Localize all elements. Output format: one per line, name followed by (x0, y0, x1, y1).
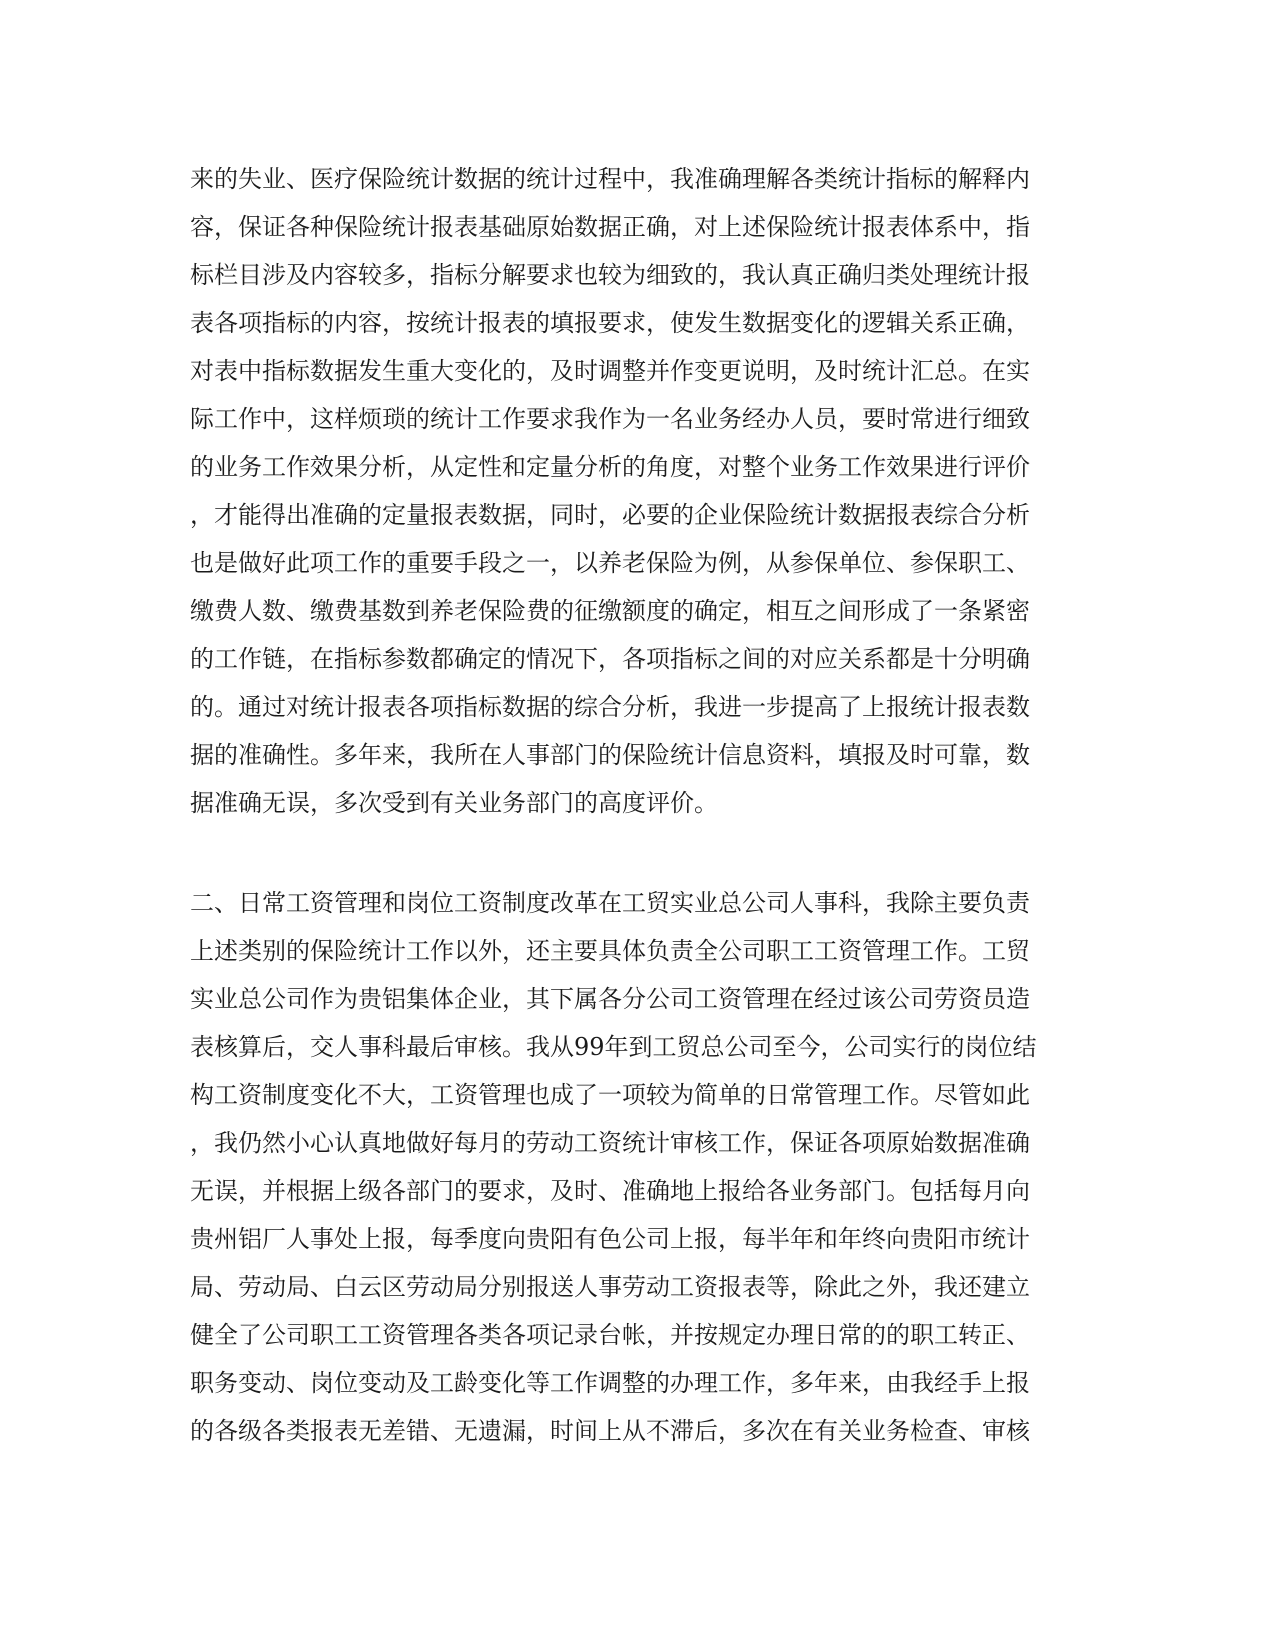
text-line: 表核算后，交人事科最后审核。我从99年到工贸总公司至今，公司实行的岗位结 (190, 1033, 1037, 1061)
text-line: 也是做好此项工作的重要手段之一，以养老保险为例，从参保单位、参保职工、 (190, 549, 1030, 577)
text-line: 对表中指标数据发生重大变化的，及时调整并作变更说明，及时统计汇总。在实 (190, 357, 1030, 385)
text-line: ，我仍然小心认真地做好每月的劳动工资统计审核工作，保证各项原始数据准确 (190, 1129, 1030, 1157)
text-line: 际工作中，这样烦琐的统计工作要求我作为一名业务经办人员，要时常进行细致 (190, 405, 1030, 433)
text-line: 健全了公司职工工资管理各类各项记录台帐，并按规定办理日常的的职工转正、 (190, 1321, 1030, 1349)
text-line: 构工资制度变化不大，工资管理也成了一项较为简单的日常管理工作。尽管如此 (190, 1081, 1030, 1109)
text-line: 上述类别的保险统计工作以外，还主要具体负责全公司职工工资管理工作。工贸 (190, 937, 1030, 965)
text-line: 容，保证各种保险统计报表基础原始数据正确，对上述保险统计报表体系中，指 (190, 213, 1030, 241)
paragraph-2 (190, 879, 1070, 1455)
text-line: 的业务工作效果分析，从定性和定量分析的角度，对整个业务工作效果进行评价 (190, 453, 1030, 481)
text-line: 来的失业、医疗保险统计数据的统计过程中，我准确理解各类统计指标的解释内 (190, 165, 1030, 193)
text-line: 无误，并根据上级各部门的要求，及时、准确地上报给各业务部门。包括每月向 (190, 1177, 1030, 1205)
text-line: 局、劳动局、白云区劳动局分别报送人事劳动工资报表等，除此之外，我还建立 (190, 1273, 1030, 1301)
text-line: 实业总公司作为贵铝集体企业，其下属各分公司工资管理在经过该公司劳资员造 (190, 985, 1030, 1013)
paragraph-1 (190, 155, 1070, 827)
text-line: 的。通过对统计报表各项指标数据的综合分析，我进一步提高了上报统计报表数 (190, 693, 1030, 721)
text-line: 表各项指标的内容，按统计报表的填报要求，使发生数据变化的逻辑关系正确， (190, 309, 1030, 337)
text-line: 职务变动、岗位变动及工龄变化等工作调整的办理工作，多年来，由我经手上报 (190, 1369, 1030, 1397)
text-line: 标栏目涉及内容较多，指标分解要求也较为细致的，我认真正确归类处理统计报 (190, 261, 1030, 289)
text-line: 据准确无误，多次受到有关业务部门的高度评价。 (190, 789, 718, 817)
text-line: 贵州铝厂人事处上报，每季度向贵阳有色公司上报，每半年和年终向贵阳市统计 (190, 1225, 1030, 1253)
text-line: ，才能得出准确的定量报表数据，同时，必要的企业保险统计数据报表综合分析 (190, 501, 1030, 529)
text-line: 据的准确性。多年来，我所在人事部门的保险统计信息资料，填报及时可靠，数 (190, 741, 1030, 769)
text-line: 二、日常工资管理和岗位工资制度改革在工贸实业总公司人事科，我除主要负责 (190, 889, 1030, 917)
text-line: 缴费人数、缴费基数到养老保险费的征缴额度的确定，相互之间形成了一条紧密 (190, 597, 1030, 625)
text-line: 的工作链，在指标参数都确定的情况下，各项指标之间的对应关系都是十分明确 (190, 645, 1030, 673)
text-line: 的各级各类报表无差错、无遗漏，时间上从不滞后，多次在有关业务检查、审核 (190, 1417, 1030, 1445)
